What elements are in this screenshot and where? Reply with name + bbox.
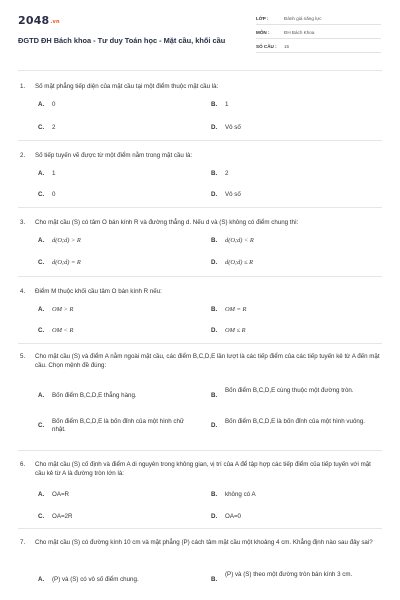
info-label: MÔN : [256, 30, 270, 35]
option-key: D. [211, 327, 218, 334]
option-text: Vô số [225, 124, 241, 131]
option-key: D. [211, 191, 218, 198]
option-text: 2 [225, 170, 229, 177]
question-text: Điểm M thuộc khối cầu tâm O bán kính R nếu: [35, 288, 162, 295]
option-text: 0 [52, 191, 56, 198]
option-text: (P) và (S) có vô số điểm chung. [52, 576, 139, 583]
divider [18, 70, 382, 71]
divider [18, 207, 382, 208]
question-text: Cho mặt cầu (S) có đường kính 10 cm và mặt phẳng (P) cách tâm mặt cầu một khoảng 4 cm. Khẳng định nào sau đây sai? [35, 539, 373, 546]
option-key: A. [38, 101, 45, 108]
divider [18, 528, 382, 529]
info-value: ĐH Bách Khoa [284, 30, 315, 35]
info-value: Đánh giá năng lực [284, 16, 322, 21]
option-math: OM > R [52, 306, 74, 313]
divider [18, 276, 382, 277]
question-number: 4. [20, 288, 26, 295]
info-value: 15 [284, 44, 290, 49]
option-text: 2 [52, 124, 56, 131]
question-number: 5. [20, 353, 26, 360]
question-text: Số tiếp tuyến vẽ được từ một điểm nằm trong mặt cầu là: [35, 152, 193, 159]
option-text: 1 [225, 101, 229, 108]
option-text: Bốn điểm B,C,D,E thẳng hàng. [52, 392, 137, 399]
option-text: Vô số [225, 191, 241, 198]
option-text: OA=2R [52, 513, 73, 520]
option-key: B. [211, 101, 218, 108]
option-math: d(O;d) > R [52, 237, 81, 244]
info-row-count [256, 42, 381, 53]
option-text: OA=R [52, 491, 70, 498]
option-text: không có A [225, 491, 256, 498]
site-logo[interactable] [18, 14, 60, 27]
document-title: ĐGTD ĐH Bách khoa - Tư duy Toán học - Mặt cầu, khối cầu [18, 36, 226, 45]
option-math: OM ≤ R [225, 327, 246, 334]
divider [18, 343, 382, 344]
option-key: C. [38, 513, 45, 520]
option-math: d(O;d) ≤ R [225, 259, 253, 266]
option-key: C. [38, 191, 45, 198]
option-text: Bốn điểm B,C,D,E là bốn đỉnh của một hình vuông. [225, 418, 365, 425]
page-header [0, 0, 400, 70]
option-key: A. [38, 576, 45, 583]
option-key: D. [211, 124, 218, 131]
option-text: 0 [52, 101, 56, 108]
question-text: Cho mặt cầu (S) có tâm O bán kính R và đường thẳng d. Nếu d và (S) không có điểm chung thì: [35, 219, 299, 226]
option-text: Bốn điểm B,C,D,E cùng thuộc một đường tròn. [225, 387, 354, 394]
logo-suffix: .vn [50, 19, 60, 25]
question-text: Số mặt phẳng tiếp diện của mặt cầu tại một điểm thuộc mặt cầu là: [35, 83, 219, 90]
question-number: 3. [20, 219, 26, 226]
option-key: B. [211, 576, 218, 583]
question-text: Cho mặt cầu (S) cố định và điểm A di nguyên trong không gian, vị trí của A để tập hợp các tiếp điểm của tiếp tuyến với mặt cầu kẻ từ A là đường tròn lớn là: [35, 461, 371, 477]
option-math: OM = R [225, 306, 247, 313]
option-key: B. [211, 306, 218, 313]
option-key: A. [38, 237, 45, 244]
info-label: LỚP : [256, 16, 269, 21]
divider [18, 140, 382, 141]
question-number: 7. [20, 539, 26, 546]
question-number: 1. [20, 83, 26, 90]
option-key: A. [38, 170, 45, 177]
option-key: D. [211, 259, 218, 266]
option-key: A. [38, 392, 45, 399]
divider [18, 450, 382, 451]
option-math: d(O;d) < R [225, 237, 254, 244]
option-key: C. [38, 422, 45, 429]
option-math: d(O;d) = R [52, 259, 81, 266]
option-key: B. [211, 392, 218, 399]
option-key: A. [38, 491, 45, 498]
option-text: OA=0 [225, 513, 241, 520]
option-key: C. [38, 327, 45, 334]
question-number: 6. [20, 461, 26, 468]
option-key: C. [38, 124, 45, 131]
option-text: (P) và (S) theo một đường tròn bán kính 3 cm. [225, 571, 353, 578]
logo-text: 2048 [18, 14, 50, 27]
info-row-subject [256, 28, 381, 39]
question-text: Cho mặt cầu (S) và điểm A nằm ngoài mặt cầu, các điểm B,C,D,E lần lượt là các tiếp điểm của các tiếp tuyến kẻ từ A đến mặt cầu. Chọn mệnh đề đúng: [35, 353, 380, 369]
option-key: A. [38, 306, 45, 313]
info-row-class [256, 14, 381, 25]
info-label: SỐ CÂU : [256, 44, 277, 49]
option-key: D. [211, 422, 218, 429]
option-text: 1 [52, 170, 56, 177]
option-key: C. [38, 259, 45, 266]
option-key: B. [211, 491, 218, 498]
option-math: OM < R [52, 327, 74, 334]
option-text: Bốn điểm B,C,D,E là bốn đỉnh của một hình chữ nhật. [52, 418, 185, 434]
question-number: 2. [20, 152, 26, 159]
option-key: D. [211, 513, 218, 520]
option-key: B. [211, 237, 218, 244]
option-key: B. [211, 170, 218, 177]
